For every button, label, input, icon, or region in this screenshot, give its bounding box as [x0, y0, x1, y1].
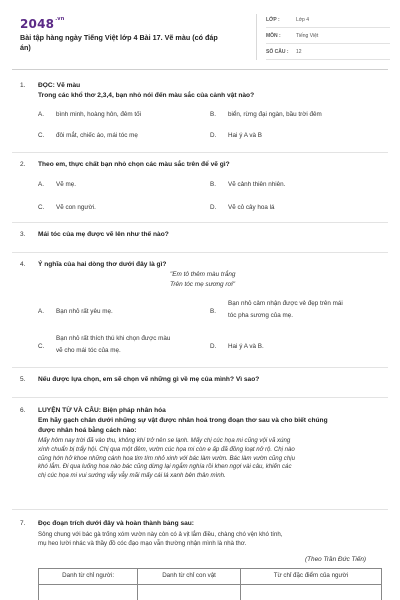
table-header-cell: Danh từ chỉ con vật: [138, 569, 241, 585]
poem-line-1: "Em tô thêm màu trắng: [170, 271, 236, 278]
divider: [12, 222, 388, 223]
meta-subject-value: Tiếng Việt: [296, 33, 319, 39]
question-number: 2.: [20, 161, 26, 168]
question-title: ĐỌC: Vẽ màu: [38, 82, 81, 89]
passage-line: mụ heo lười nhác và thầy đồ cóc đạo mạo vẫn thường nhận mình là nhà thơ.: [38, 539, 247, 547]
meta-count-key: SỐ CÂU :: [266, 49, 289, 55]
question-prompt: Mái tóc của mẹ được vẽ lên như thế nào?: [38, 231, 169, 238]
logo-suffix: .vn: [55, 16, 65, 22]
question-number: 1.: [20, 82, 26, 89]
meta-subject-key: MÔN :: [266, 33, 281, 39]
answer-table: [38, 568, 382, 600]
option-a[interactable]: A. Bạn nhỏ rất yêu mẹ.: [38, 308, 113, 315]
divider: [12, 252, 388, 253]
passage-line: Sông chung với bác gà trống xóm vườn này còn có ả vịt lắm điều, chàng chó vện khó tính,: [38, 531, 283, 538]
question-prompt: Đọc đoạn trích dưới đây và hoàn thành bảng sau:: [38, 520, 195, 527]
option-b[interactable]: B. biển, rừng đại ngàn, bầu trời đêm: [210, 111, 322, 118]
passage-line: khó lắm. Đi qua luống hoa nào bác cũng dừng lại ngắm nghía rồi khen ngợi vài câu, khiến các: [38, 463, 292, 471]
table-answer-cell[interactable]: [39, 585, 138, 600]
option-a[interactable]: A. Vẽ mẹ.: [38, 181, 76, 188]
divider: [12, 509, 388, 510]
meta-subject-row: [266, 30, 390, 44]
option-d[interactable]: D. Hai ý A và B.: [210, 343, 264, 350]
document-title: Bài tập hàng ngày Tiếng Việt lớp 4 Bài 17. Vẽ màu (có đáp án): [20, 33, 218, 53]
question-number: 3.: [20, 231, 26, 238]
passage-source: (Theo Trần Đức Tiến): [305, 556, 367, 563]
passage-line: chị cúc họa mi vui sướng vẫy vẫy mãi mấy cái lá xanh bên thân mình.: [38, 472, 226, 480]
table-answer-cell[interactable]: [240, 585, 381, 600]
worksheet-header: [12, 10, 388, 62]
divider: [12, 367, 388, 368]
meta-class-row: [266, 14, 390, 28]
divider: [12, 152, 388, 153]
question-number: 5.: [20, 376, 26, 383]
question-title: LUYỆN TỪ VÀ CÂU: Biện pháp nhân hóa: [38, 407, 166, 414]
option-c[interactable]: C. Vẽ con người.: [38, 204, 96, 211]
option-d[interactable]: D. Vẽ cỏ cây hoa lá: [210, 204, 275, 211]
meta-count-row: [266, 46, 390, 60]
site-logo[interactable]: [20, 16, 65, 32]
meta-class-key: LỚP :: [266, 17, 280, 23]
question-prompt: Trong các khổ thơ 2,3,4, bạn nhỏ nói đến màu sắc của cảnh vật nào?: [38, 92, 255, 99]
meta-class-value: Lớp 4: [296, 17, 310, 23]
passage-q6: [38, 437, 382, 481]
table-answer-row: [39, 585, 382, 600]
passage-line: xính chuẩn bị trẩy hội. Chị qua một đêm, vườn cúc họa mi còn e ấp đã đồng loạt nở rộ. Chị nào: [38, 445, 295, 453]
meta-count-value: 12: [296, 49, 302, 55]
option-b[interactable]: B. Vẽ cảnh thiên nhiên.: [210, 181, 286, 188]
passage-line: cũng hớn hở khoe những cánh hoa tim tím nhỏ xinh với bác làm vườn. Bác làm vườn cũng chịu: [38, 454, 295, 462]
header-divider: [256, 14, 257, 60]
header-separator: [12, 69, 388, 70]
passage-q7: [38, 531, 382, 549]
logo-text: 2048: [20, 17, 55, 31]
divider: [12, 397, 388, 398]
table-header-row: [39, 569, 382, 585]
question-number: 4.: [20, 261, 26, 268]
question-prompt: Theo em, thực chất bạn nhỏ chọn các màu sắc trên để vẽ gì?: [38, 161, 230, 168]
table-answer-cell[interactable]: [138, 585, 241, 600]
passage-line: Mấy hôm nay trời đã vào thu, không khí trở nên se lạnh. Mấy chị cúc họa mi cũng vội vã xúng: [38, 437, 291, 444]
question-prompt: Nếu được lựa chọn, em sẽ chọn vẽ những gì về mẹ của mình? Vì sao?: [38, 376, 260, 383]
question-number: 7.: [20, 520, 26, 527]
poem-line-2: Trên tóc mẹ sương rơi": [170, 281, 236, 288]
question-number: 6.: [20, 407, 26, 414]
option-a[interactable]: A. bình minh, hoàng hôn, đêm tối: [38, 111, 142, 118]
option-d[interactable]: D. Hai ý A và B: [210, 132, 262, 139]
table-header-cell: Từ chỉ đặc điểm của người: [240, 569, 381, 585]
table-header-cell: Danh từ chỉ người:: [39, 569, 138, 585]
question-prompt-line-1: Em hãy gạch chân dưới những sự vật được nhân hoá trong đoạn thơ sau và cho biết chúng: [38, 417, 328, 424]
question-prompt-line-2: được nhân hoá bằng cách nào:: [38, 427, 137, 434]
question-prompt: Ý nghĩa của hai dòng thơ dưới đây là gì?: [38, 261, 167, 268]
worksheet-page: $2048^{.vn}$ Bài tập hàng ngày Tiếng Việt lớp 4 Bài 17. Vẽ màu (có đáp án) LỚP : Lớp 4 MÔN : Tiếng Việt SỐ CÂU : 12 1. ĐỌC: Vẽ màu Trong các khổ thơ 2,3,4, bạn nhỏ nói đến màu sắc của cảnh vật nào? A. bình minh, hoàng hôn, đêm tối B. biển, rừng đại ngàn, bầu trời đêm C. đôi mắt, chiếc áo, mái tóc mẹ D. Hai ý A và B 2. Theo em, thực chất bạn nhỏ chọn các màu sắc trên để vẽ gì? A. Vẽ mẹ. B. Vẽ cảnh thiên nhiên. C. Vẽ con người. D. Vẽ cỏ cây hoa lá 3. Mái tóc của mẹ được vẽ lên như thế nào? 4. Ý nghĩa của hai dòng thơ dưới đây là gì? "Em tô thêm màu trắng Trên tóc mẹ sương rơi" A. Bạn nhỏ rất yêu mẹ. B. Bạn nhỏ cảm nhận được vẻ đẹp trên mái tóc pha sương của mẹ. C. Bạn nhỏ rất thích thú khi chọn được màu vẽ cho mái tóc của mẹ. D. Hai ý A và B. 5. Nếu được lựa chọn, em sẽ chọn vẽ những gì về mẹ của mình? Vì sao? 6. LUYỆN TỪ VÀ CÂU: Biện pháp nhân hóa Em hãy gạch chân dưới những sự vật được nhân hoá trong đoạn thơ sau và cho biết chúng được nhân hoá bằng cách nào: Mấy hôm nay trời đã vào thu, không khí trở nên se lạnh. Mấy chị cúc họa mi cũng vội vã xúng xính chuẩn bị trẩy hội. Chị qua một đêm, vườn cúc họa mi còn e ấp đã đồng loạt nở rộ. Chị nào cũng hớn hở khoe những cánh hoa tim tím nhỏ xinh với bác làm vườn. Bác làm vườn cũng chịu khó lắm. Đi qua luống hoa nào bác cũng dừng lại ngắm nghía rồi khen ngợi vài câu, khiến các chị cúc họa mi vui sướng vẫy vẫy mãi mấy cái lá xanh bên thân mình. 7. Đọc đoạn trích dưới đây và hoàn thành bảng sau: Sông chung với bác gà trống xóm vườn này còn có ả vịt lắm điều, chàng chó vện khó tính, mụ heo lười nhác và thầy đồ cóc đạo mạo vẫn thường nhận mình là nhà thơ. (Theo Trần Đức Tiến) Danh từ chỉ người: Danh từ chỉ con vật Từ chỉ đặc điểm của người: [0, 0, 400, 600]
option-c[interactable]: C. đôi mắt, chiếc áo, mái tóc mẹ: [38, 132, 138, 139]
